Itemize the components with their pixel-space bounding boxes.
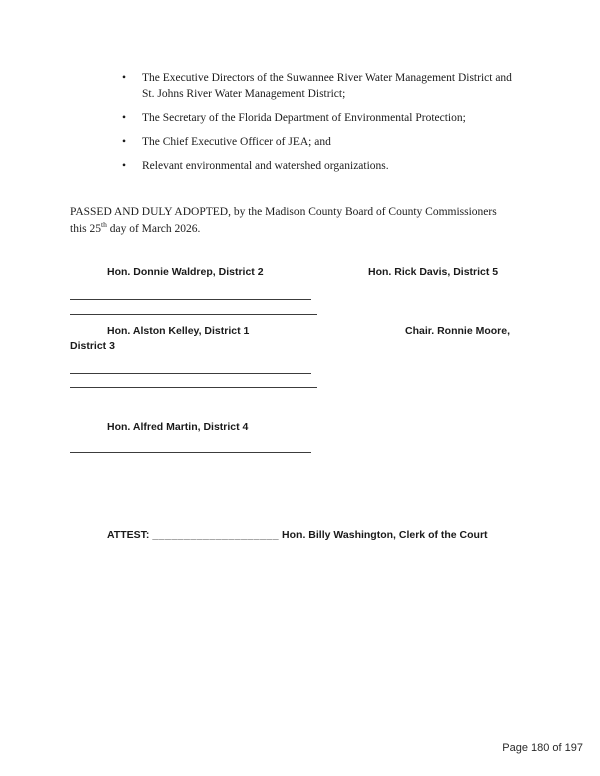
signature-line (70, 314, 317, 315)
signature-name-moore-wrap: District 3 (70, 340, 115, 352)
signature-name-martin: Hon. Alfred Martin, District 4 (107, 421, 249, 433)
adoption-line-2-post: day of March 2026. (106, 223, 201, 235)
signature-line (70, 299, 311, 300)
signature-name-moore: Chair. Ronnie Moore, (405, 325, 511, 337)
bullet-item (122, 134, 542, 150)
bullet-icon: • (122, 136, 127, 148)
signature-line (70, 373, 311, 374)
signature-line (70, 452, 311, 453)
adoption-line-1: PASSED AND DULY ADOPTED, by the Madison County Board of County Commissioners (70, 206, 497, 218)
attest-label: ATTEST: (107, 529, 150, 541)
bullet-item (122, 110, 542, 126)
adoption-line-2-pre: this 25 (70, 223, 101, 235)
signature-name-kelley: Hon. Alston Kelley, District 1 (107, 325, 250, 337)
attest-signature-blank: ____________________ (152, 529, 280, 541)
bullet-item (122, 70, 542, 102)
bullet-text: The Secretary of the Florida Department of Environmental Protection; (142, 112, 466, 124)
ordinal-superscript: th (101, 220, 107, 230)
bullet-text: The Chief Executive Officer of JEA; and (142, 136, 331, 148)
bullet-line: St. Johns River Water Management District; (142, 88, 346, 100)
adoption-paragraph (70, 204, 540, 238)
attest-line (107, 529, 488, 541)
bullet-text: Relevant environmental and watershed organizations. (142, 160, 389, 172)
bullet-icon: • (122, 72, 127, 84)
bullet-icon: • (122, 112, 127, 124)
bullet-line: The Executive Directors of the Suwannee River Water Management District and (142, 72, 512, 84)
signature-line (70, 387, 317, 388)
signature-name-waldrep: Hon. Donnie Waldrep, District 2 (107, 266, 264, 278)
bullet-icon: • (122, 160, 127, 172)
attest-clerk-name: Hon. Billy Washington, Clerk of the Court (282, 529, 488, 541)
signature-name-davis: Hon. Rick Davis, District 5 (368, 266, 499, 278)
bullet-item (122, 158, 542, 174)
bullet-text (142, 70, 542, 102)
page-number-footer: Page 180 of 197 (502, 742, 583, 754)
